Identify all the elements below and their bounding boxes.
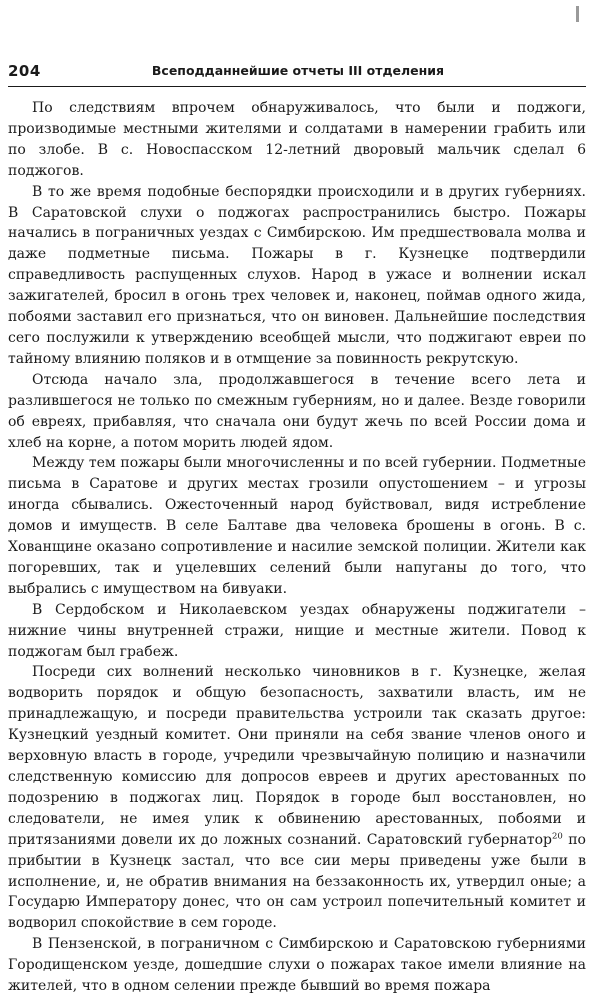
paragraph bbox=[8, 182, 586, 370]
paragraph-text: По следствиям впрочем обнаруживалось, что были и поджоги, производимые местными жителями и солдатами в намерении грабить или по злобе. В с. Новоспасском 12-летний дворовый мальчик сделал 6 поджогов. bbox=[8, 100, 586, 179]
footnote-reference[interactable]: 20 bbox=[551, 831, 563, 842]
paragraph bbox=[8, 370, 586, 454]
scan-edge-mark bbox=[576, 6, 579, 22]
running-title: Всеподданнейшие отчеты III отделения bbox=[151, 63, 445, 78]
paragraph-text: Между тем пожары были многочисленны и по всей губернии. Подметные письма в Саратове и других местах грозили опустошением – и угрозы иногда сбывались. Ожесточенный народ буйствовал, видя истребление домов и имуществ. В селе Балтаве два человека брошены в огонь. В с. Хованщине оказано сопротивление и насилие земской полиции. Жители как погоревших, так и уцелевших селений были напуганы до того, что выбрались с имуществом на бивуаки. bbox=[8, 455, 586, 597]
paragraph-text: В то же время подобные беспорядки происходили и в других губерниях. В Саратовской слухи о поджогах распространились быстро. Пожары начались в пограничных уездах с Симбирскою. Им предшествовала молва и даже подметные письма. Пожары в г. Кузнецке подтвердили справедливость распущенных слухов. Народ в ужасе и волнении искал зажигателей, бросил в огонь трех человек и, наконец, поймав одного жида, побоями заставил его признаться, что он виновен. Дальнейшие последствия сего послужили к утверждению всеобщей мысли, что поджигают евреи по тайному влиянию поляков и в отмщение за повинность рекрутскую. bbox=[8, 183, 586, 367]
paragraph bbox=[8, 662, 586, 934]
header-rule bbox=[8, 86, 586, 87]
paragraph bbox=[8, 934, 586, 997]
body-text bbox=[8, 98, 586, 997]
paragraph bbox=[8, 98, 586, 182]
paragraph bbox=[8, 453, 586, 599]
paragraph-text: Отсюда начало зла, продолжавшегося в течение всего лета и разлившегося не только по смежным губерниям, но и далее. Везде говорили об евреях, прибавляя, что сначала они будут жечь по всей России дома и хлеб на корне, а потом морить людей ядом. bbox=[8, 371, 586, 451]
paragraph-text: В Пензенской, в пограничном с Симбирскою и Саратовскою губерниями Городищенском уезде, дошедшие слухи о пожарах такое имели влияние на жителей, что в одном селении прежде бывший во время пожара bbox=[8, 936, 586, 995]
running-header bbox=[8, 60, 586, 82]
paragraph bbox=[8, 600, 586, 663]
paragraph-text: В Сердобском и Николаевском уездах обнаружены поджигатели – нижние чины внутренней стражи, нищие и местные жители. Повод к поджогам был грабеж. bbox=[8, 601, 586, 660]
page-number: 204 bbox=[8, 62, 41, 80]
paragraph-text: Посреди сих волнений несколько чиновников в г. Кузнецке, желая водворить порядок и общую безопасность, захватили власть, им не принадлежащую, и посреди правительства устроили так сказать другое: Кузнецкий уездный комитет. Они приняли на себя звание членов оного и верховную власть в городе, учредили чрезвычайную полицию и назначили следственную комиссию для допросов евреев и других арестованных по подозрению в поджогах лиц. Порядок в городе был восстановлен, но следователи, не имея улик к обвинению арестованных, побоями и притязаниями довели их до ложных сознаний. Саратовский губернатор bbox=[8, 664, 586, 848]
paragraph-text-continued: по прибытии в Кузнецк застал, что все сии меры приведены уже были в исполнение, и, не обратив внимания на беззаконность их, утвердил оные; а Государю Императору донес, что он сам устроил попечительный комитет и водворил спокойствие в сем городе. bbox=[8, 831, 586, 932]
